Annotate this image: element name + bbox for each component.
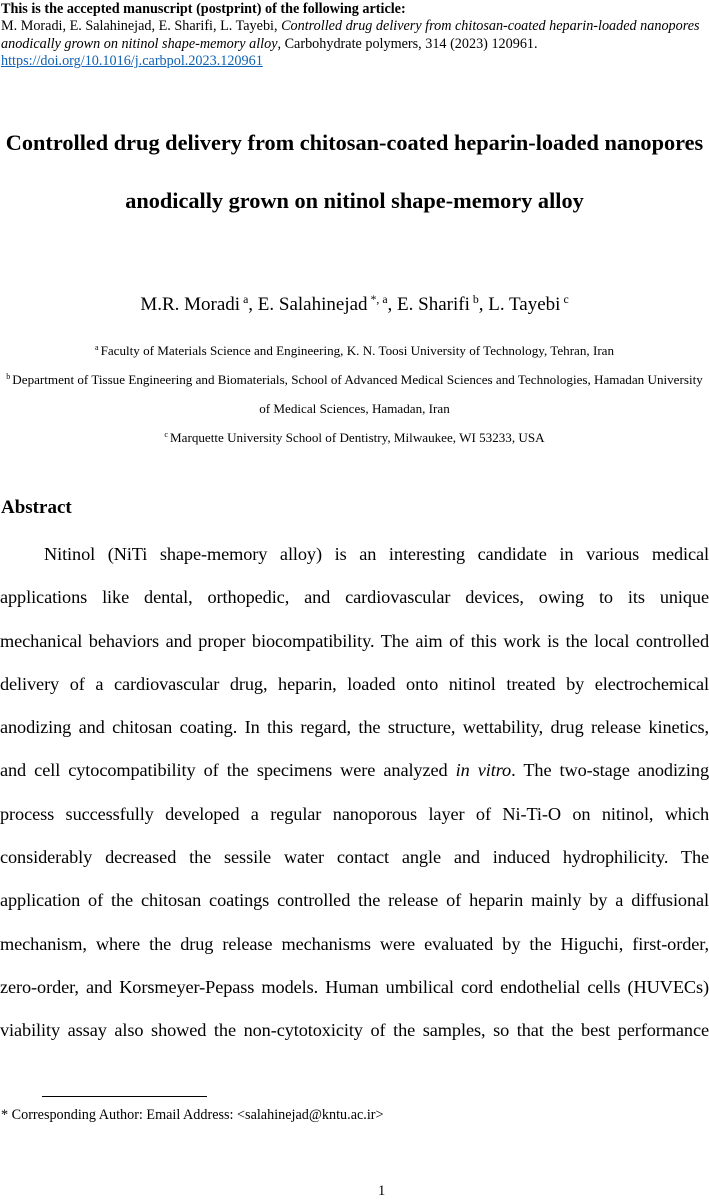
postprint-notice: This is the accepted manuscript (postprint) of the following article: [1, 1, 406, 17]
citation-journal-info: , Carbohydrate polymers, 314 (2023) 120961. [277, 35, 538, 52]
affiliation-text: Department of Tissue Engineering and Biomaterials, School of Advanced Medical Sciences and Technologies, Hamadan University of Medical Sciences, Hamadan, Iran [12, 372, 703, 416]
author-affiliation-marker: b [472, 292, 479, 306]
doi-link[interactable]: https://doi.org/10.1016/j.carbpol.2023.120961 [1, 53, 263, 70]
abstract-heading: Abstract [1, 497, 72, 518]
page-number: 1 [378, 1183, 386, 1199]
corresponding-author-footnote: * Corresponding Author: Email Address: <salahinejad@kntu.ac.ir> [1, 1107, 384, 1123]
affiliation [0, 423, 709, 452]
abstract-paragraph [0, 533, 709, 1053]
abstract-line: applications like dental, orthopedic, and cardiovascular devices, owing to its unique [0, 587, 709, 608]
affiliation-text: Faculty of Materials Science and Engineering, K. N. Toosi University of Technology, Tehran, Iran [100, 343, 615, 358]
abstract-line: process successfully developed a regular nanoporous layer of Ni-Ti-O on nitinol, which [0, 803, 709, 824]
author-separator: , [478, 294, 489, 315]
article-title: Controlled drug delivery from chitosan-coated heparin-loaded nanopores anodically grown on nitinol shape-memory alloy [5, 130, 704, 213]
abstract-line: viability assay also showed the non-cytotoxicity of the samples, so that the best performance [0, 1020, 709, 1041]
abstract-line: anodizing and chitosan coating. In this regard, the structure, wettability, drug release kinetics, [0, 717, 709, 738]
abstract-line: zero-order, and Korsmeyer-Pepass models. Human umbilical cord endothelial cells (HUVECs) [0, 976, 709, 997]
author-name: M.R. Moradi [140, 294, 241, 315]
author-affiliation-marker: *, a [370, 292, 388, 306]
author-name: L. Tayebi [488, 294, 561, 315]
abstract-line: application of the chitosan coatings controlled the release of heparin mainly by a diffusional [0, 890, 709, 911]
author-line [0, 290, 709, 320]
affiliation-marker: b [6, 371, 11, 381]
postprint-header [1, 1, 709, 71]
author-name: E. Sharifi [397, 294, 470, 315]
affiliation [0, 365, 709, 423]
abstract-line: considerably decreased the sessile water contact angle and induced hydrophilicity. The [0, 847, 709, 868]
abstract-line: mechanical behaviors and proper biocompatibility. The aim of this work is the local controlled [0, 630, 709, 651]
author-separator: , [387, 294, 398, 315]
citation-authors: M. Moradi, E. Salahinejad, E. Sharifi, L. Tayebi, [1, 18, 282, 35]
abstract-line-segment: and cell cytocompatibility of the specimens were analyzed [0, 760, 456, 781]
author-affiliation-marker: c [563, 292, 569, 306]
abstract-line-segment: . The two-stage anodizing [511, 760, 709, 781]
citation-article-title: Controlled drug delivery from chitosan-coated heparin-loaded nanopores anodically grown on nitinol shape-memory alloy [1, 18, 700, 52]
italic-phrase: in vitro [455, 760, 512, 781]
footnote-separator [42, 1096, 207, 1097]
abstract-line: Nitinol (NiTi shape-memory alloy) is an interesting candidate in various medical [44, 544, 709, 564]
affiliation-text: Marquette University School of Dentistry, Milwaukee, WI 53233, USA [170, 430, 545, 445]
citation [1, 18, 709, 53]
abstract-line: mechanism, where the drug release mechanisms were evaluated by the Higuchi, first-order, [0, 933, 709, 954]
affiliation [0, 336, 709, 365]
abstract-line: delivery of a cardiovascular drug, heparin, loaded onto nitinol treated by electrochemical [0, 673, 709, 694]
author-affiliation-marker: a [243, 292, 249, 306]
affiliation-marker: a [94, 342, 99, 352]
affiliations-block [0, 336, 709, 452]
author-name: E. Salahinejad [257, 294, 368, 315]
abstract-line [0, 749, 709, 792]
author-separator: , [248, 294, 258, 315]
affiliation-marker: c [164, 429, 169, 439]
